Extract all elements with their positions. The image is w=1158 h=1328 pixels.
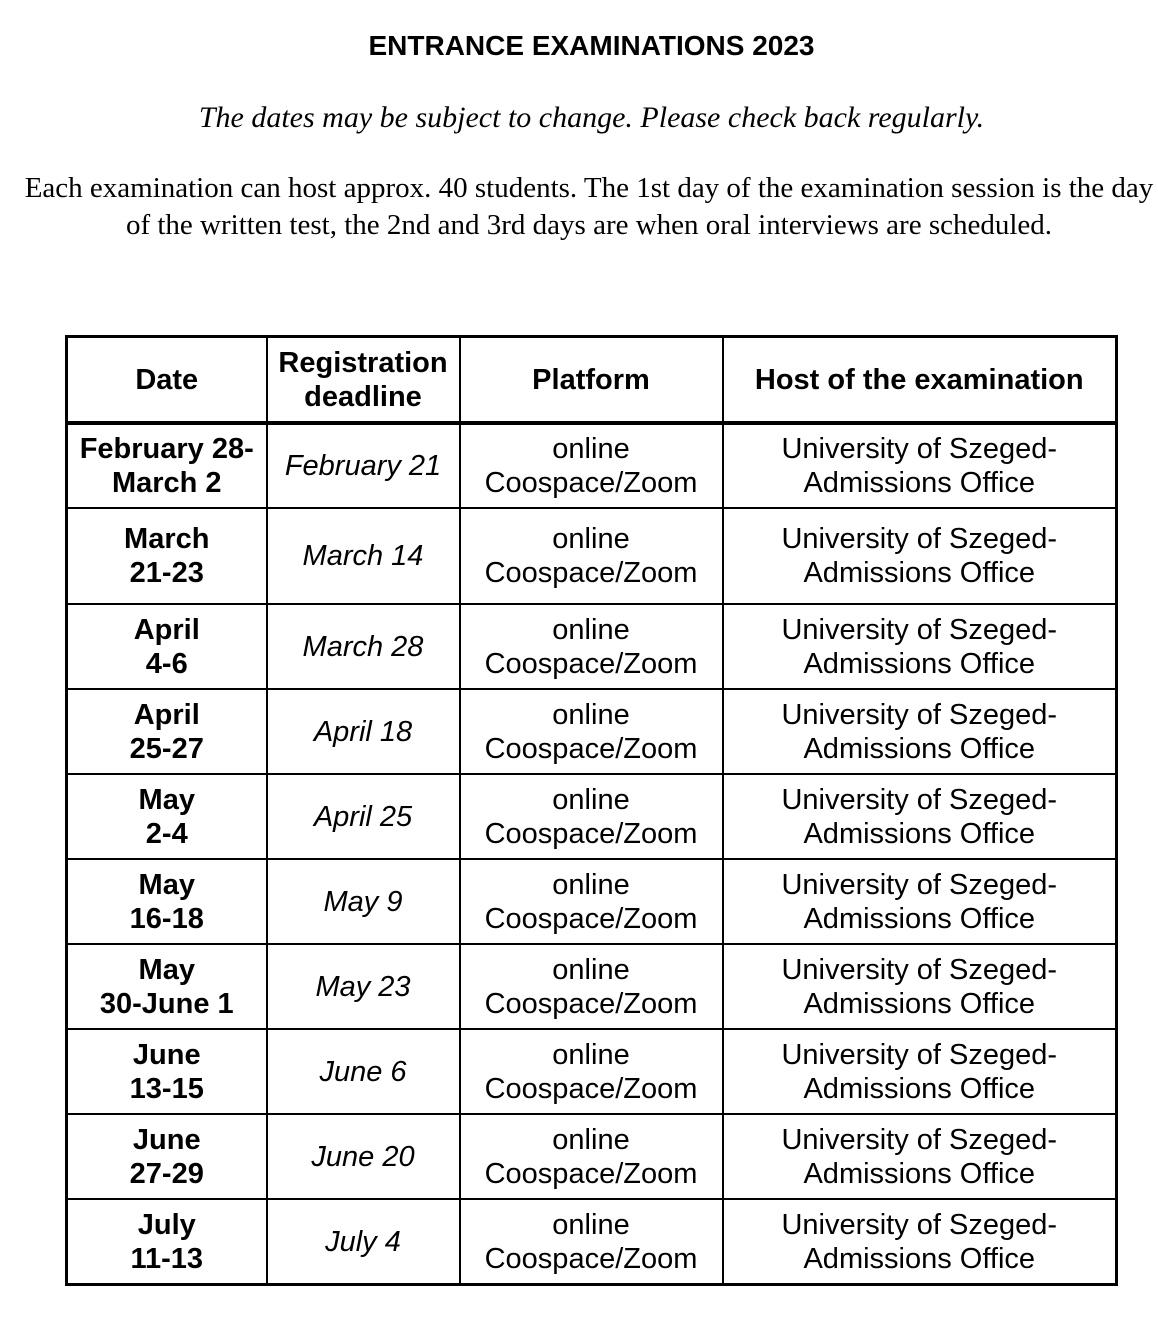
host-cell: [723, 859, 1117, 944]
host-line1: University of Szeged-: [781, 868, 1058, 901]
host-line2: Admissions Office: [803, 557, 1036, 589]
host-line1: University of Szeged-: [781, 523, 1058, 555]
date-line2: 11-13: [130, 1242, 204, 1275]
table-row: [67, 1199, 1117, 1285]
date-line2: 13-15: [129, 1072, 204, 1105]
table-row: [67, 508, 1117, 604]
deadline-cell: July 4: [267, 1199, 460, 1285]
platform-line1: online: [552, 523, 630, 555]
date-line1: June: [132, 1038, 201, 1071]
host-cell: [723, 1114, 1117, 1199]
host-line2: Admissions Office: [803, 1072, 1036, 1105]
platform-line1: online: [552, 1038, 630, 1071]
date-cell: [67, 1029, 267, 1114]
platform-cell: [460, 1114, 723, 1199]
date-line2: 21-23: [129, 557, 204, 589]
date-line1: May: [138, 953, 195, 986]
header-date: Date: [67, 337, 267, 424]
disclaimer-text: The dates may be subject to change. Please check back regularly.: [198, 101, 985, 134]
host-line2: Admissions Office: [803, 732, 1036, 765]
host-line2: Admissions Office: [803, 987, 1036, 1020]
date-line1: February 28-: [79, 433, 254, 465]
host-cell: [723, 423, 1117, 508]
intro-paragraph: Each examination can host approx. 40 students. The 1st day of the examination session is the day of the written test, the 2nd and 3rd days are when oral interviews are scheduled.: [24, 172, 1154, 241]
table-row: [67, 1114, 1117, 1199]
table-header-row: [67, 337, 1117, 424]
platform-cell: [460, 944, 723, 1029]
table-row: [67, 689, 1117, 774]
deadline-cell: March 14: [267, 508, 460, 604]
table-row: [67, 1029, 1117, 1114]
host-cell: [723, 944, 1117, 1029]
host-cell: [723, 774, 1117, 859]
examination-schedule-table: [65, 335, 1118, 1286]
platform-cell: [460, 604, 723, 689]
platform-line2: Coospace/Zoom: [484, 902, 698, 935]
date-line2: 2-4: [145, 817, 188, 850]
platform-line1: online: [552, 433, 630, 465]
date-cell: [67, 774, 267, 859]
date-cell: [67, 944, 267, 1029]
host-line1: University of Szeged-: [781, 1208, 1058, 1241]
table-row: [67, 859, 1117, 944]
deadline-cell: February 21: [267, 423, 460, 508]
table-row: [67, 944, 1117, 1029]
host-cell: [723, 1199, 1117, 1285]
table-row: [67, 774, 1117, 859]
date-line2: 4-6: [145, 647, 188, 680]
platform-line1: online: [552, 613, 630, 646]
host-line1: University of Szeged-: [781, 433, 1058, 465]
host-line1: University of Szeged-: [781, 1038, 1058, 1071]
date-line1: April: [133, 613, 200, 646]
platform-line2: Coospace/Zoom: [484, 1242, 698, 1275]
platform-line2: Coospace/Zoom: [484, 467, 698, 499]
date-cell: [67, 1114, 267, 1199]
deadline-cell: May 9: [267, 859, 460, 944]
date-line2: 27-29: [129, 1157, 204, 1190]
header-deadline-line1: Registration: [278, 346, 448, 379]
host-line2: Admissions Office: [803, 1157, 1036, 1190]
platform-line2: Coospace/Zoom: [484, 987, 698, 1020]
platform-line1: online: [552, 783, 630, 816]
deadline-cell: June 20: [267, 1114, 460, 1199]
platform-line1: online: [552, 1123, 630, 1156]
date-line1: June: [132, 1123, 201, 1156]
deadline-cell: June 6: [267, 1029, 460, 1114]
date-cell: [67, 423, 267, 508]
page-title: ENTRANCE EXAMINATIONS 2023: [368, 30, 815, 61]
header-registration-deadline: [267, 337, 460, 424]
host-cell: [723, 508, 1117, 604]
platform-line1: online: [552, 868, 630, 901]
platform-cell: [460, 508, 723, 604]
host-line2: Admissions Office: [803, 647, 1036, 680]
date-line1: July: [137, 1208, 196, 1241]
platform-line1: online: [552, 698, 630, 731]
host-line1: University of Szeged-: [781, 1123, 1058, 1156]
host-line1: University of Szeged-: [781, 613, 1058, 646]
date-line1: May: [138, 868, 195, 901]
date-line2: 25-27: [129, 732, 204, 765]
platform-cell: [460, 1029, 723, 1114]
platform-cell: [460, 1199, 723, 1285]
date-line1: May: [138, 783, 195, 816]
platform-line2: Coospace/Zoom: [484, 817, 698, 850]
header-host: Host of the examination: [723, 337, 1117, 424]
host-line1: University of Szeged-: [781, 698, 1058, 731]
date-line2: 16-18: [129, 902, 204, 935]
platform-line2: Coospace/Zoom: [484, 557, 698, 589]
date-line1: April: [133, 698, 200, 731]
deadline-cell: April 18: [267, 689, 460, 774]
date-cell: [67, 689, 267, 774]
header-platform: Platform: [460, 337, 723, 424]
deadline-cell: March 28: [267, 604, 460, 689]
platform-line1: online: [552, 953, 630, 986]
platform-cell: [460, 423, 723, 508]
platform-line2: Coospace/Zoom: [484, 732, 698, 765]
date-cell: [67, 508, 267, 604]
date-line1: March: [124, 523, 210, 555]
host-line2: Admissions Office: [803, 467, 1036, 499]
date-line2: 30-June 1: [99, 987, 234, 1020]
host-cell: [723, 604, 1117, 689]
platform-cell: [460, 774, 723, 859]
date-cell: [67, 604, 267, 689]
host-line2: Admissions Office: [803, 902, 1036, 935]
date-cell: [67, 1199, 267, 1285]
host-line2: Admissions Office: [803, 817, 1036, 850]
table-row: [67, 604, 1117, 689]
header-deadline-line2: deadline: [304, 380, 422, 413]
date-cell: [67, 859, 267, 944]
host-line2: Admissions Office: [803, 1242, 1036, 1275]
platform-line1: online: [552, 1208, 630, 1241]
host-line1: University of Szeged-: [781, 783, 1058, 816]
host-cell: [723, 1029, 1117, 1114]
platform-line2: Coospace/Zoom: [484, 647, 698, 680]
platform-line2: Coospace/Zoom: [484, 1072, 698, 1105]
platform-cell: [460, 859, 723, 944]
platform-cell: [460, 689, 723, 774]
table-row: [67, 423, 1117, 508]
platform-line2: Coospace/Zoom: [484, 1157, 698, 1190]
host-line1: University of Szeged-: [781, 953, 1058, 986]
date-line2: March 2: [111, 467, 222, 499]
deadline-cell: April 25: [267, 774, 460, 859]
host-cell: [723, 689, 1117, 774]
deadline-cell: May 23: [267, 944, 460, 1029]
